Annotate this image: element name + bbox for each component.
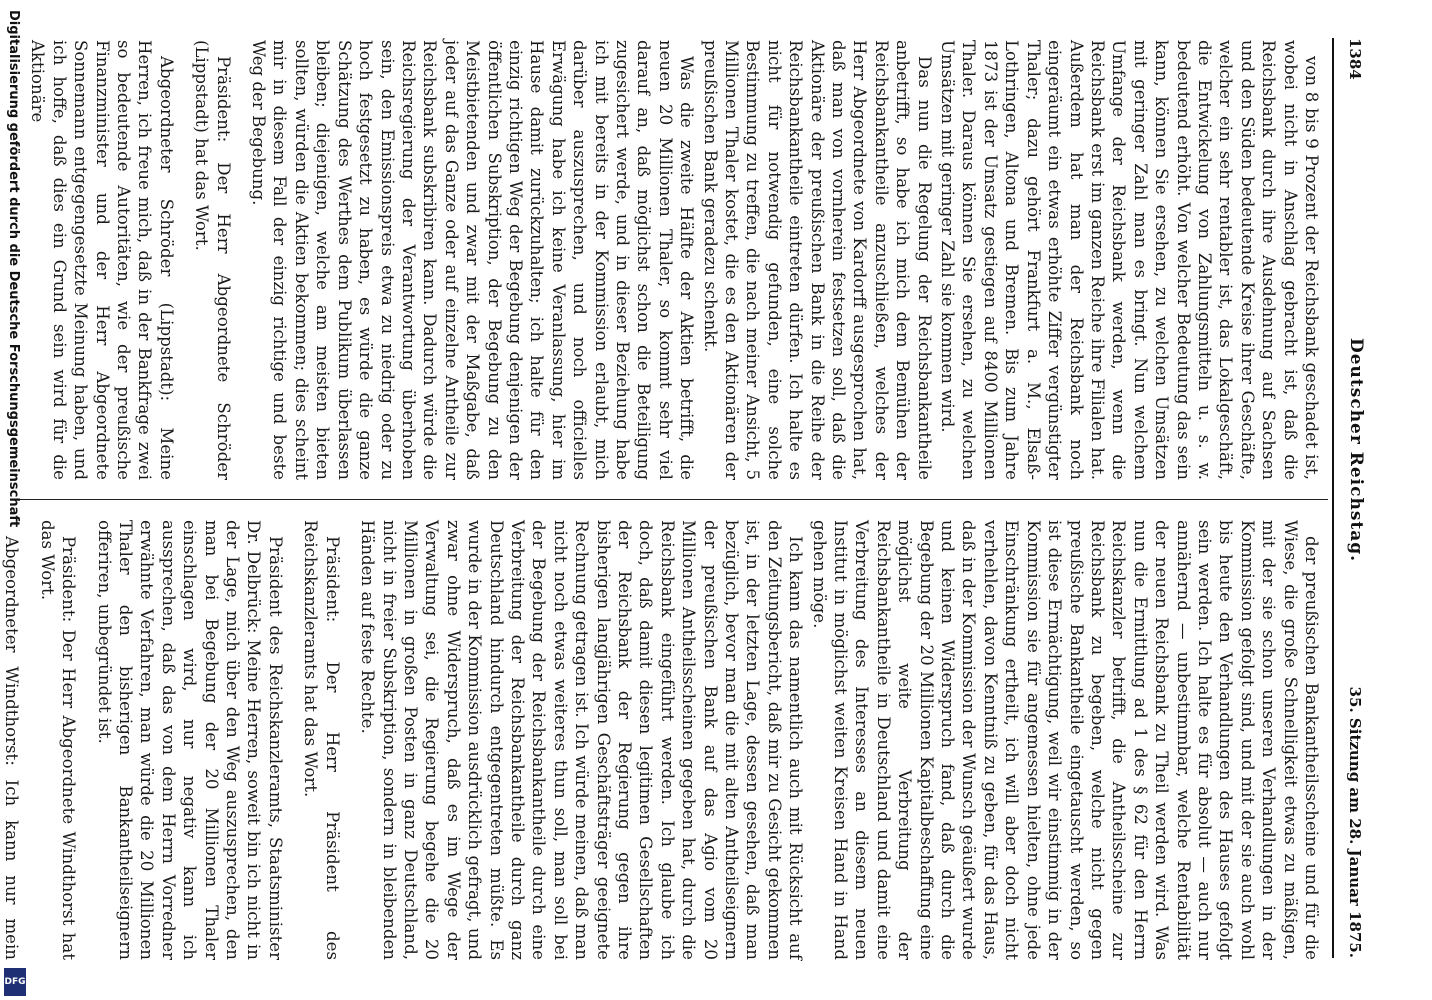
right-column — [0, 520, 1322, 960]
header-rule — [1332, 38, 1334, 958]
speaker-line: Präsident: Der Herr Abgeordnete Schröder (Lippstadt) hat das Wort. — [192, 40, 233, 480]
column-divider — [18, 499, 1328, 500]
paragraph: Was die zweite Hälfte der Aktien betrifft, die neuen 20 Millionen Thaler, so kommt sehr viel darauf an, daß möglichst schon die Beteiligung zugesichert werde, und in dieser Beziehung habe ich mit bereits in der Kommission erlaubt, mich darüber auszusprechen, und noch officielles Erwägung habe ich keine Veranlassung, hier im Hause damit zurückzuhalten; ich halte für den einzig richtigen Weg der Begebung denjenigen der öffentlichen Subskription, der Begebung zu den Meistbietenden und zwar mit der Maßgabe, daß jeder auf das Ganze oder auf einzelne Antheile zur Reichsbank subskribiren kann. Dadurch würde die Reichsregierung der Verantwortung überhoben sein, den Emissionspreis etwa zu niedrig oder zu hoch festgesetzt zu haben, es würde die ganze Schätzung des Werthes dem Publikum überlassen bleiben; diejenigen, welche am meisten bieten sollten, würden die Aktien bekommen; dies scheint mir in diesem Fall der einzig richtige und beste Weg der Begebung. — [249, 40, 697, 480]
paragraph: Abgeordneter Windthorst: Ich kann nur mein — [2, 536, 22, 960]
speaker-line: Präsident: Der Herr Präsident des Reichskanzleramts hat das Wort. — [301, 520, 342, 960]
speaker-line: Präsident: Der Herr Abgeordnete Windthorst hat das Wort. — [37, 520, 79, 960]
page-header — [1338, 38, 1372, 958]
paragraph: Das nun die Regelung der Reichsbankantheile anbetrifft, so habe ich mich dem Bemühen der Reichsbankantheile anzuschließen, welches der Herr Abgeordnete von Kardorff ausgesprochen hat, daß man von vornherein festsetzen soll, daß die Aktionäre der preußischen Bank in die Reihe der Reichsbankantheile eintreten dürfen. Ich halte es nicht für notwendig gefunden, eine solche Bestimmung zu treffen, die nach meiner Ansicht, 5 Millionen Thaler kostet, die es den Aktionären der preußischen Bank geradezu schenkt. — [700, 40, 934, 480]
paragraph: Abgeordneter Schröder (Lippstadt): Meine Herren, ich freue mich, daß in der Bankfrage zwei so bedeutende Autoritäten, wie der preußische Finanzminister und der Herr Abgeordnete Sonnemann entgegengesetzte Meinung haben, und ich hoffe, daß dies ein Grund sein wird für die Aktionäre — [28, 40, 176, 480]
paragraph: der preußischen Bankantheilsscheine und für die Wiese, die große Schnelligkeit etwas zu mäßigen, mit der sie schon unseren Verhandlungen in der Kommission gefolgt sind, und mit der sie auch wohl bis heute den Verhandlungen des Hauses gefolgt sein werden. Ich halte es für absolut — auch nur annähernd — unbestimmbar, welche Rentabilität der neuen Reichsbank zu Theil werden wird. Was nun die Ermittlung ad 1 des § 62 für den Herrn Reichskanzler betrifft, die Antheilsscheine zur Reichsbank zu begeben, welche nicht gegen preußische Bankantheile eingetauscht werden, so ist diese Ermächtigung, weil wir einstimmig in der Kommission sie für angemessen hielten, ohne jede Einschränkung ertheilt, ich will aber doch nicht verhehlen, davon Kenntniß zu geben, für das Haus, daß in der Kommission der Wunsch geäußert wurde und keinen Widerspruch fand, daß durch die Begebung der 20 Millionen Kapitalbeschaffung eine möglichst weite Verbreitung der Reichsbankantheile in Deutschland und damit eine Verbreitung des Interesses an diesem neuen Institut in möglichst weiten Kreisen Hand in Hand gehen möge. — [809, 520, 1321, 960]
footer-credit: Digitalisierung gefördert durch die Deutsche Forschungsgemeinschaft — [6, 10, 21, 528]
paragraph: Ich kann das namentlich auch mit Rücksicht auf den Zeitungsbericht, daß mir zu Gesicht gekommen ist, in der letzten Lage, dessen gesehen, daß man bezüglich, bevor man die mit alten Antheilseignern der preußischen Bank auf das Agio vom 20 Millionen Antheilsscheinen gegeben hat, durch die Reichsbank eingeführt werden. Ich glaube ich doch, daß damit diesen legitimen Gesellschaften der Reichsbank der Regierung gegen ihre bisherigen langjährigen Geschäftsträger geeignete Rechnung getragen ist. Ich würde meinen, daß man nicht noch etwas weiteres thun soll, man soll bei der Begebung der Reichsbankantheile durch eine Verbreitung der Reichsbankantheile durch ganz Deutschland hindurch entgegentreten müßte. Es wurde in der Kommission ausdrücklich gefragt, und zwar ohne Widerspruch, daß es im Wege der Verwaltung sei, die Regierung begehe die 20 Millionen in großen Posten in ganz Deutschland, nicht in freier Subskription, sondern in bleibenden Händen auf feste Rechte. — [358, 520, 806, 960]
paragraph: von 8 bis 9 Prozent der Reichsbank geschadet ist, wobei nicht in Anschlag gebracht ist, daß die Reichsbank durch ihre Ausdehnung auf Sachsen und den Süden bedeutende Kreise ihrer Geschäfte, welcher ein sehr rentabler ist, das Lokalgeschäft, die Entwickelung von Zahlungsmitteln u. s. w. bedeutend erhöht. Von welcher Bedeutung das sein kann, können Sie ersehen, zu welchen Umsätzen mit geringer Zahl man es bringt. Nun welchem Umfange der Reichsbank werden, wenn die Reichsbank erst im ganzen Reiche ihre Filialen hat. Außerdem hat man der Reichsbank noch eingeräumt ein etwas erhöhte Ziffer vergünstigter Thaler; dazu gehört Frankfurt a. M., Elsaß-Lothringen, Altona und Bremen. Bis zum Jahre 1873 ist der Umsatz gestiegen auf 8400 Millionen Thaler. Daraus können Sie ersehen, zu welchen Umsätzen mit geringer Zahl sie kommen wird. — [938, 40, 1321, 480]
session-date: 35. Sitzung am 28. Januar 1875. — [1346, 686, 1364, 958]
paragraph: Präsident des Reichskanzleramts, Staatsminister Dr. Delbrück: Meine Herren, soweit bin ich nicht in der Lage, mich über den Weg auszusprechen, den man bei Begebung der 20 Millionen Thaler einschlagen wird, nur negativ kann ich aussprechen, daß das von dem Herrn Vorredner erwähnte Verfahren, man würde die 20 Millionen Thaler den bisherigen Bankantheilseignern offeriren, unbegründet ist. — [94, 520, 285, 960]
publication-title: Deutscher Reichstag. — [1346, 338, 1366, 563]
digitization-footer — [2, 0, 28, 1000]
footer-credit-strip — [0, 0, 26, 1000]
dfg-logo-icon: DFG — [4, 968, 26, 996]
page-number: 1384 — [1346, 38, 1364, 80]
left-column — [25, 40, 1322, 480]
